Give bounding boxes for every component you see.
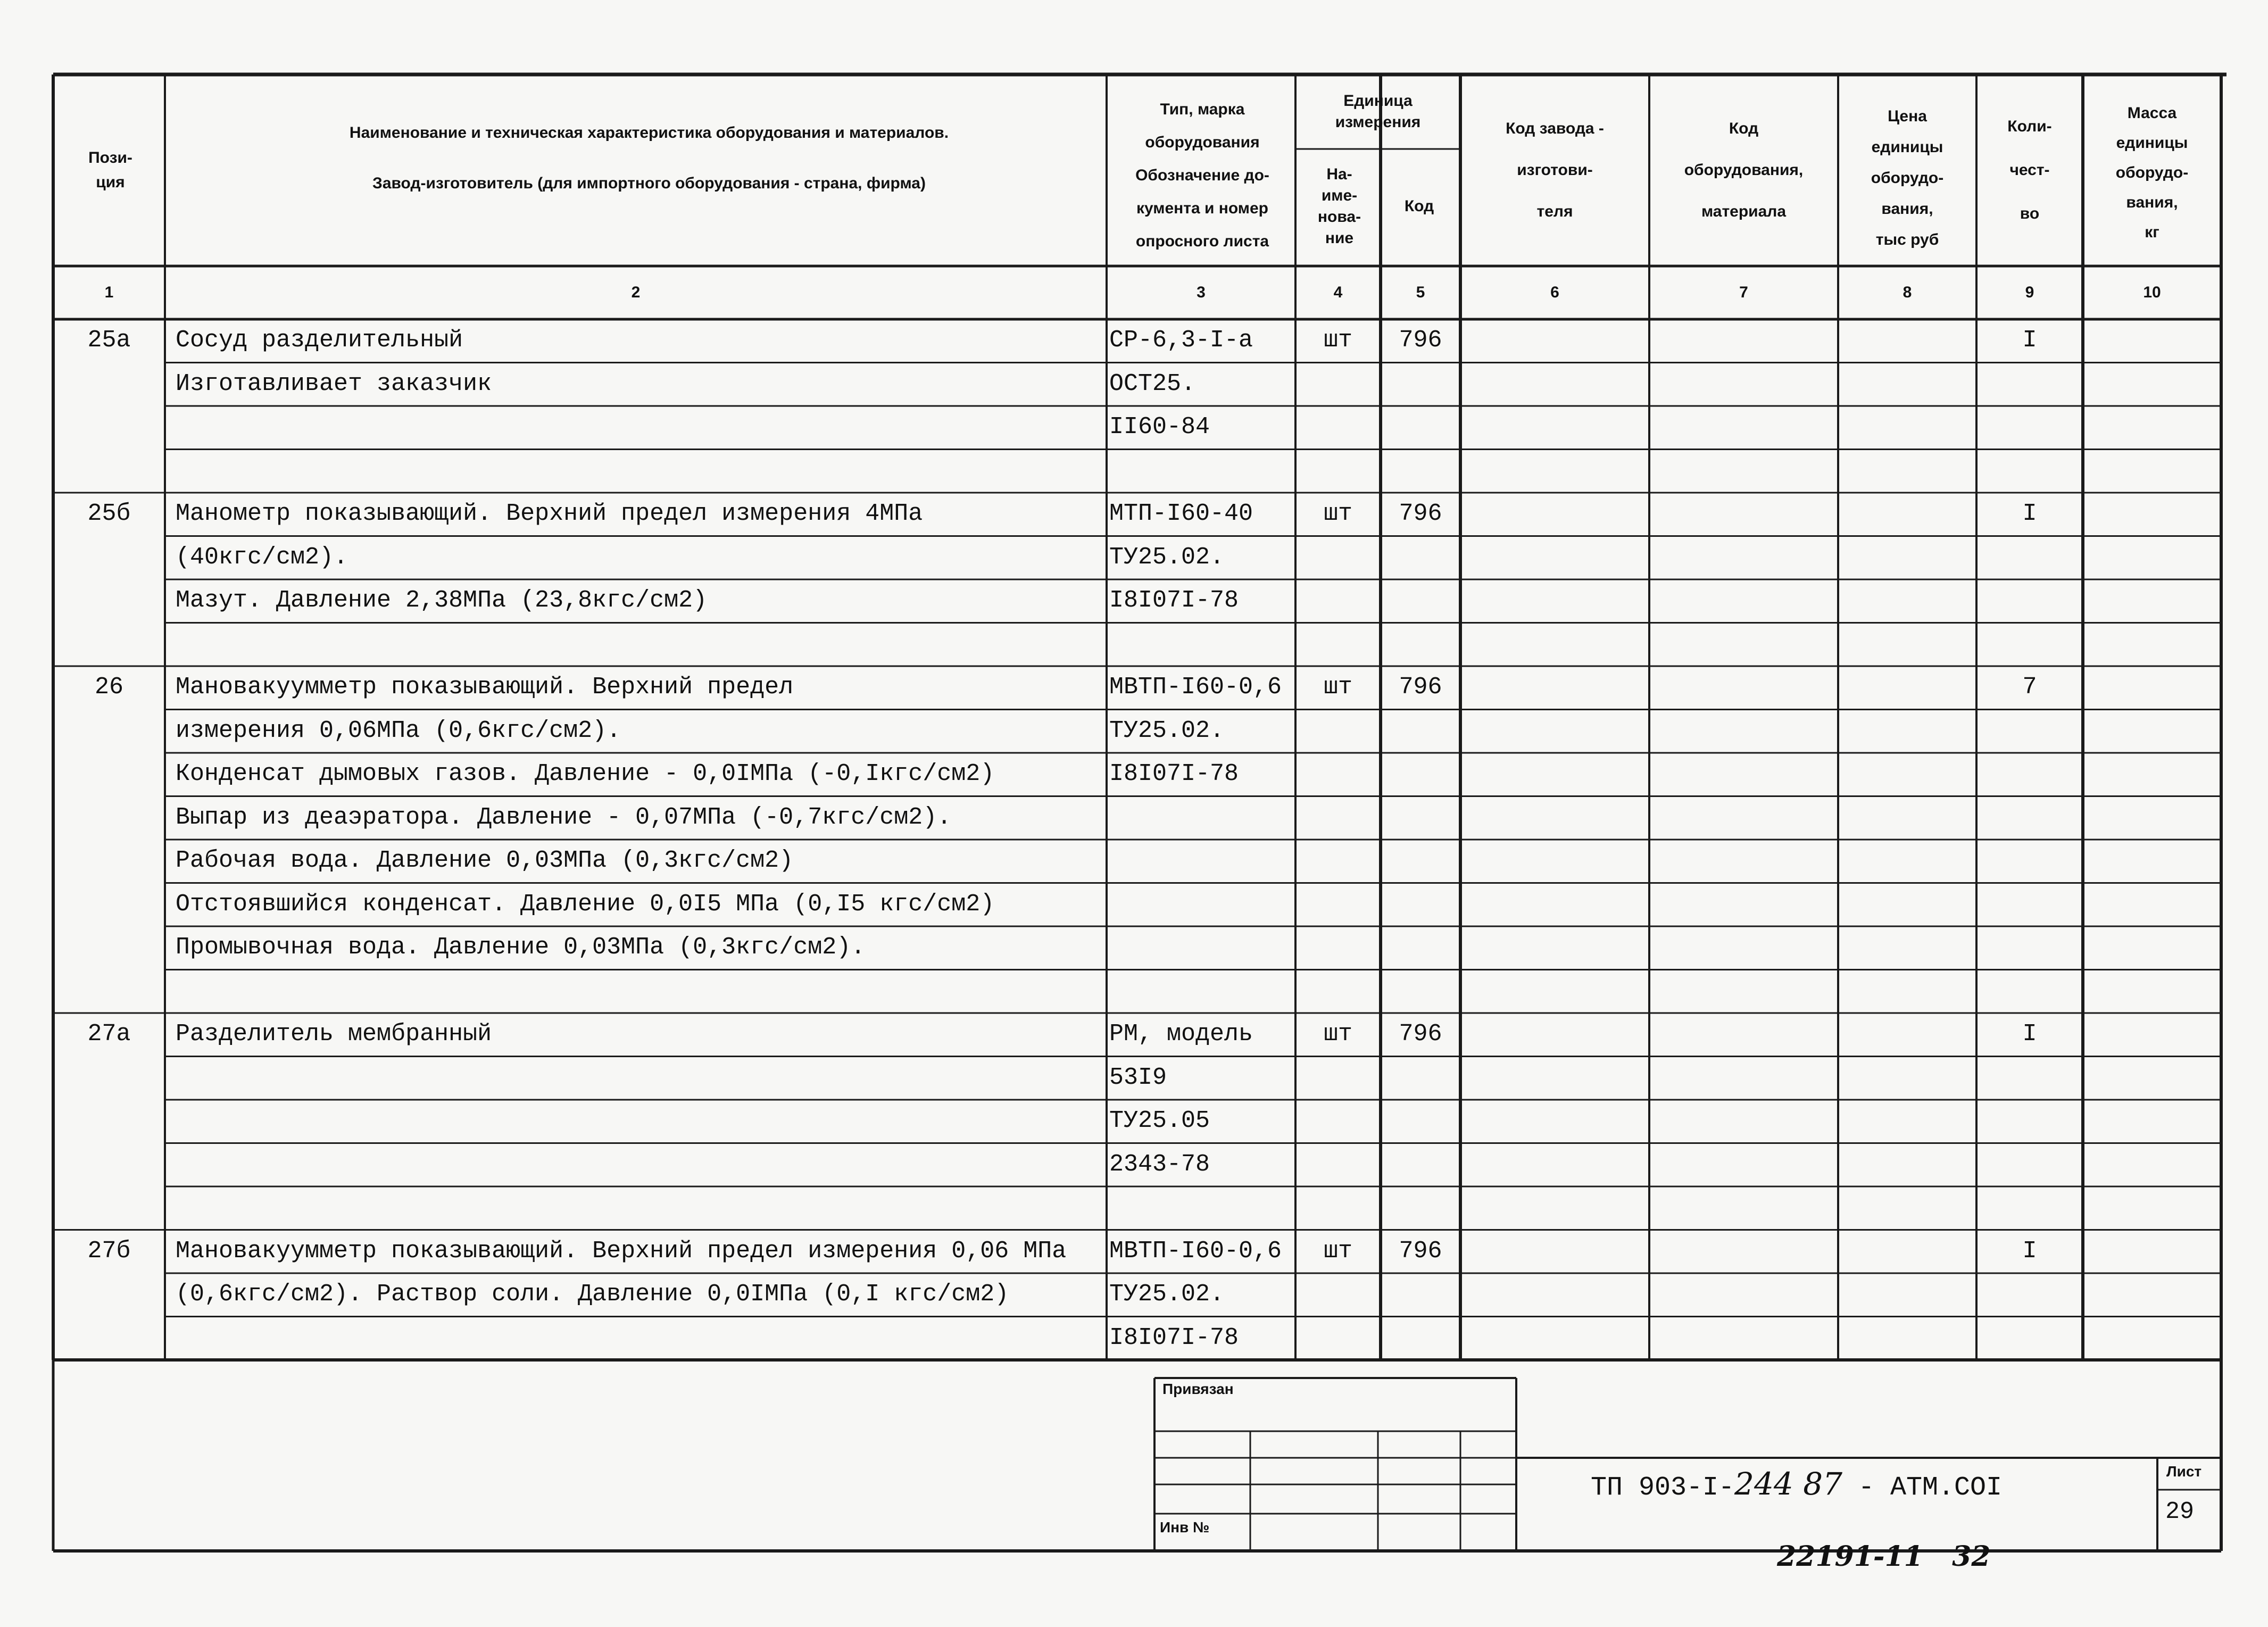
row-quantity: I (2022, 327, 2037, 354)
row-unit-code: 796 (1399, 500, 1442, 527)
row-type: I8I07I-78 (1109, 1324, 1239, 1351)
column-number: 7 (1739, 284, 1748, 301)
row-name: измерения 0,06МПа (0,6кгс/см2). (176, 717, 621, 744)
row-quantity: I (2022, 1237, 2037, 1265)
column-number: 8 (1903, 284, 1912, 301)
column-number: 3 (1197, 284, 1206, 301)
row-position: 25б (87, 500, 131, 527)
header-quantity: Коли- чест- во (2007, 118, 2052, 222)
row-type: 2343-78 (1109, 1150, 1210, 1178)
row-unit: шт (1323, 1020, 1352, 1048)
document-code-prefix: ТП 903-I- (1591, 1473, 1735, 1503)
row-type: II60-84 (1109, 413, 1210, 441)
row-name: Рабочая вода. Давление 0,03МПа (0,3кгс/см2) (176, 847, 794, 874)
column-number: 6 (1550, 284, 1559, 301)
header-name-line1: Наименование и техническая характеристика оборудования и материалов. (349, 124, 949, 142)
row-name: Мазут. Давление 2,38МПа (23,8кгс/см2) (176, 587, 708, 614)
header-price: Цена единицы оборудо- вания, тыс руб (1871, 107, 1944, 248)
sheet-label: Лист (2166, 1463, 2202, 1480)
header-position: Пози- ция (88, 149, 132, 191)
stamp-privyazan: Привязан (1162, 1381, 1234, 1397)
row-unit: шт (1323, 674, 1352, 701)
document-code (1591, 1466, 2002, 1503)
row-type: МВТП-I60-0,6 (1109, 1237, 1282, 1265)
column-number: 9 (2025, 284, 2034, 301)
row-quantity: 7 (2022, 674, 2037, 701)
header-name-line2: Завод-изготовитель (для импортного оборудования - страна, фирма) (372, 175, 926, 192)
header-unit-code: Код (1404, 197, 1434, 215)
row-type: МТП-I60-40 (1109, 500, 1253, 527)
row-unit: шт (1323, 500, 1352, 527)
column-number: 10 (2143, 284, 2161, 301)
row-name: Выпар из деаэратора. Давление - 0,07МПа (-0,7кгс/см2). (176, 803, 952, 831)
row-type: СР-6,3-I-а (1109, 327, 1253, 354)
row-name: Отстоявшийся конденсат. Давление 0,0I5 МПа (0,I5 кгс/см2) (176, 890, 995, 918)
row-unit: шт (1323, 327, 1352, 354)
row-name: (0,6кгс/см2). Раствор соли. Давление 0,0IМПа (0,I кгс/см2) (176, 1281, 1009, 1308)
row-position: 27а (87, 1020, 131, 1048)
row-name: Мановакуумметр показывающий. Верхний предел измерения 0,06 МПа (176, 1237, 1067, 1265)
row-unit-code: 796 (1399, 1237, 1442, 1265)
header-mass: Масса единицы оборудо- вания, кг (2115, 104, 2189, 241)
row-name: Мановакуумметр показывающий. Верхний предел (176, 674, 794, 701)
row-unit: шт (1323, 1237, 1352, 1265)
header-factory-code: Код завода - изготови- теля (1506, 120, 1604, 220)
header-equipment-code: Код оборудования, материала (1684, 120, 1804, 220)
row-name: Манометр показывающий. Верхний предел измерения 4МПа (176, 500, 923, 527)
row-name: Конденсат дымовых газов. Давление - 0,0IМПа (-0,Iкгс/см2) (176, 760, 995, 787)
document-code-handwritten: 244 87 (1734, 1466, 1842, 1502)
row-name: (40кгс/см2). (176, 543, 348, 571)
row-position: 26 (94, 674, 123, 701)
column-number: 2 (631, 284, 641, 301)
row-position: 27б (87, 1237, 131, 1265)
row-quantity: I (2022, 1020, 2037, 1048)
column-number: 1 (104, 284, 114, 301)
row-name: Промывочная вода. Давление 0,03МПа (0,3кгс/см2). (176, 934, 866, 961)
column-number: 5 (1416, 284, 1425, 301)
row-name: Разделитель мембранный (176, 1020, 492, 1048)
row-type: 53I9 (1109, 1064, 1167, 1091)
row-type: ОСТ25. (1109, 370, 1196, 397)
row-type: ТУ25.02. (1109, 717, 1225, 744)
row-type: I8I07I-78 (1109, 587, 1239, 614)
column-number: 4 (1333, 284, 1343, 301)
footer-handwritten-note: 22191-11 32 (1777, 1540, 1991, 1573)
row-type: РМ, модель (1109, 1020, 1253, 1048)
row-type: МВТП-I60-0,6 (1109, 674, 1282, 701)
row-type: ТУ25.02. (1109, 543, 1225, 571)
row-unit-code: 796 (1399, 1020, 1442, 1048)
header-type: Тип, марка оборудования Обозначение до- кумента и номер опросного листа (1135, 101, 1269, 250)
header-unit-name: На- име- нова- ние (1317, 165, 1361, 247)
row-type: ТУ25.05 (1109, 1107, 1210, 1134)
header-unit-group: Единица измерения (1335, 92, 1421, 131)
row-name: Сосуд разделительный (176, 327, 463, 354)
row-name: Изготавливает заказчик (176, 370, 492, 397)
row-unit-code: 796 (1399, 327, 1442, 354)
stamp-inv-no: Инв № (1160, 1519, 1210, 1535)
sheet-number: 29 (2165, 1498, 2195, 1525)
row-type: ТУ25.02. (1109, 1281, 1225, 1308)
row-quantity: I (2022, 500, 2037, 527)
document-code-suffix: - АТМ.COI (1842, 1473, 2003, 1503)
row-type: I8I07I-78 (1109, 760, 1239, 787)
row-position: 25а (87, 327, 131, 354)
row-unit-code: 796 (1399, 674, 1442, 701)
